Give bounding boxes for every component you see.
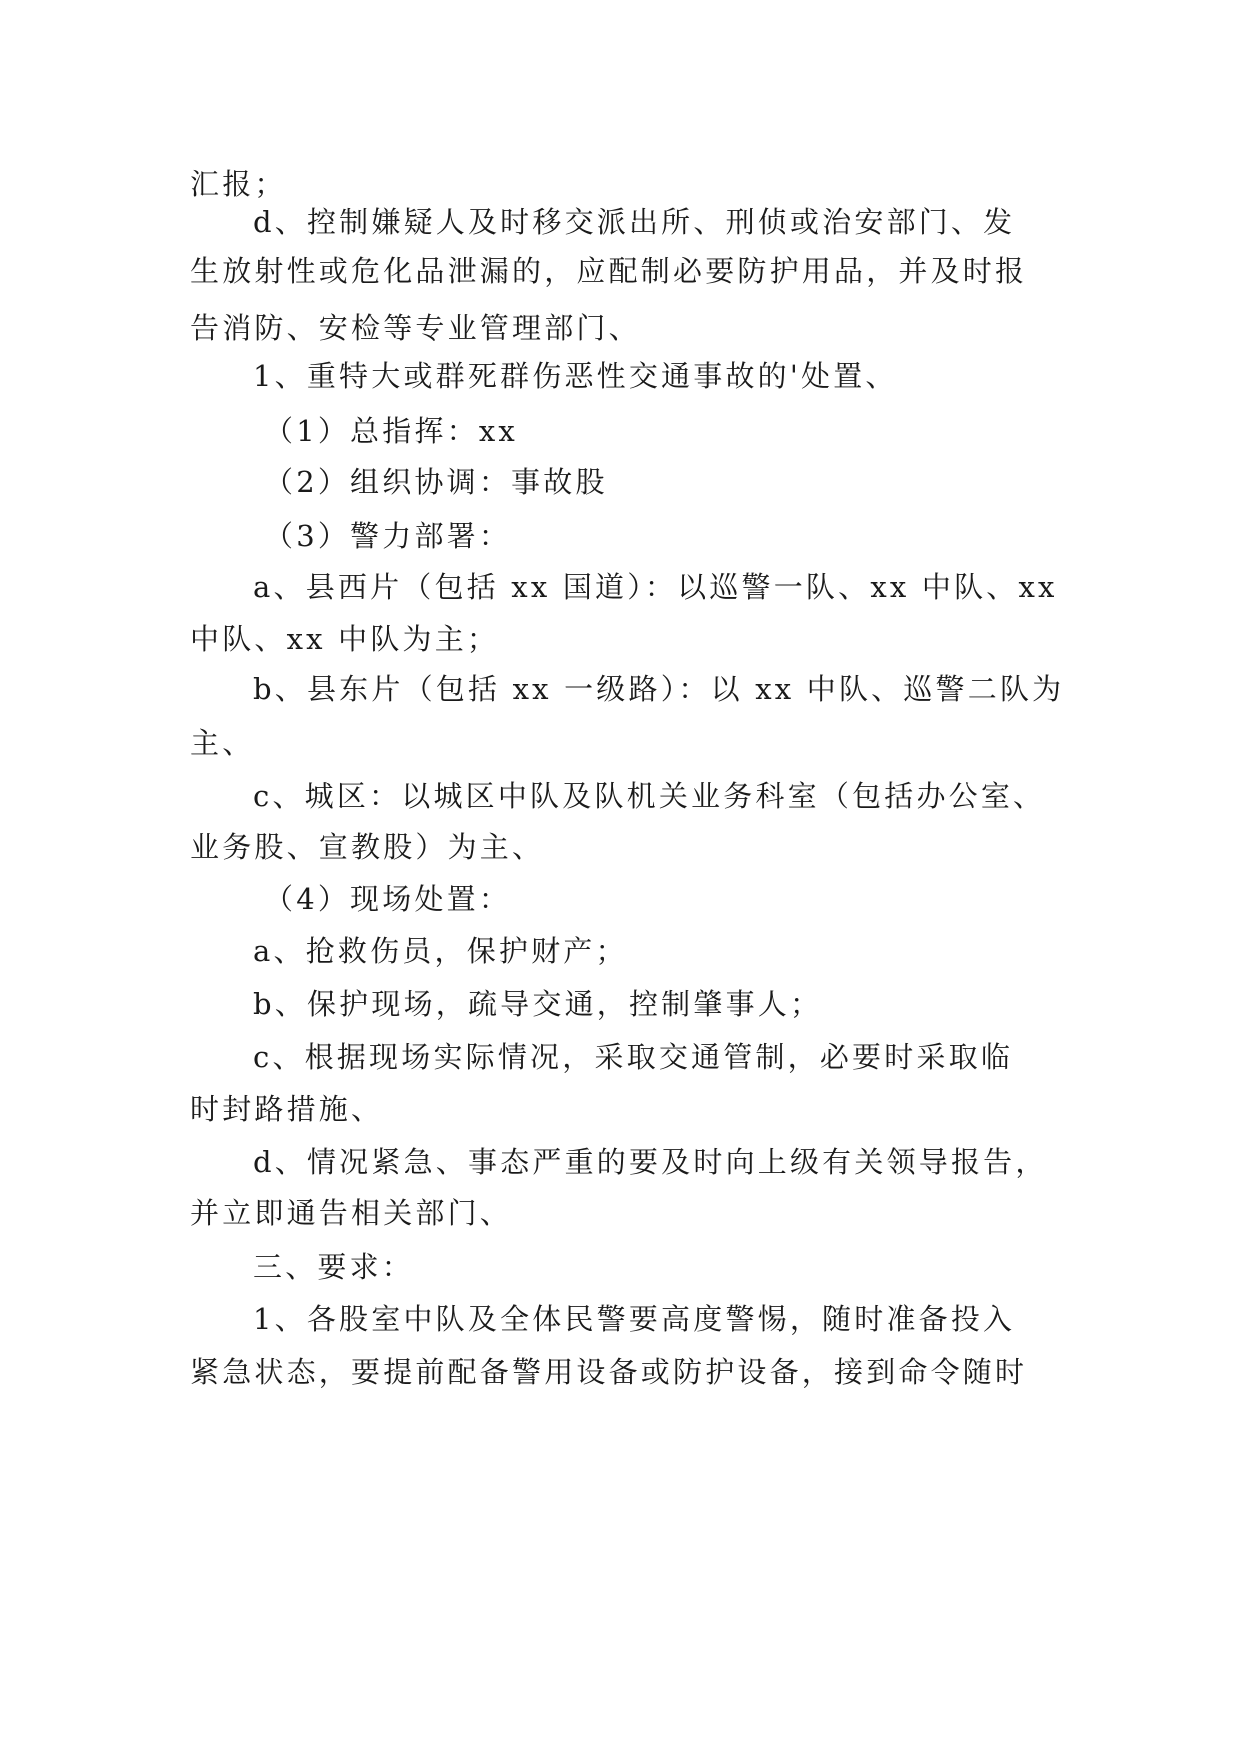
text-line: b、保护现场，疏导交通，控制肇事人； xyxy=(253,987,823,1021)
text-line: d、情况紧急、事态严重的要及时向上级有关领导报告， xyxy=(253,1145,1048,1179)
text-line: d、控制嫌疑人及时移交派出所、刑侦或治安部门、发 xyxy=(253,205,1016,239)
text-line: 告消防、安检等专业管理部门、 xyxy=(190,311,641,345)
text-line: c、根据现场实际情况，采取交通管制，必要时采取临 xyxy=(253,1040,1014,1074)
text-line: a、县西片（包括 xx 国道）：以巡警一队、xx 中队、xx xyxy=(253,570,1058,604)
text-line: 1、各股室中队及全体民警要高度警惕，随时准备投入 xyxy=(253,1302,1016,1336)
text-line: 汇报； xyxy=(190,167,287,201)
text-line: （3）警力部署： xyxy=(264,519,512,553)
text-line: （4）现场处置： xyxy=(264,882,512,916)
text-line: a、抢救伤员，保护财产； xyxy=(253,934,628,968)
text-line: 时封路措施、 xyxy=(190,1092,384,1126)
text-line: 主、 xyxy=(190,726,255,760)
text-line: b、县东片（包括 xx 一级路）：以 xx 中队、巡警二队为 xyxy=(253,672,1065,706)
text-line: 业务股、宣教股）为主、 xyxy=(190,830,545,864)
text-line: 1、重特大或群死群伤恶性交通事故的'处置、 xyxy=(253,359,898,393)
text-line: （2）组织协调：事故股 xyxy=(264,465,608,499)
text-line: 紧急状态，要提前配备警用设备或防护设备，接到命令随时 xyxy=(190,1355,1028,1389)
text-line: 并立即通告相关部门、 xyxy=(190,1196,513,1230)
text-line: 中队、xx 中队为主； xyxy=(190,622,500,656)
text-line: （1）总指挥：xx xyxy=(264,414,518,448)
text-line: 生放射性或危化品泄漏的，应配制必要防护用品，并及时报 xyxy=(190,254,1028,288)
text-line: c、城区：以城区中队及队机关业务科室（包括办公室、 xyxy=(253,779,1046,813)
text-line: 三、要求： xyxy=(253,1250,415,1284)
